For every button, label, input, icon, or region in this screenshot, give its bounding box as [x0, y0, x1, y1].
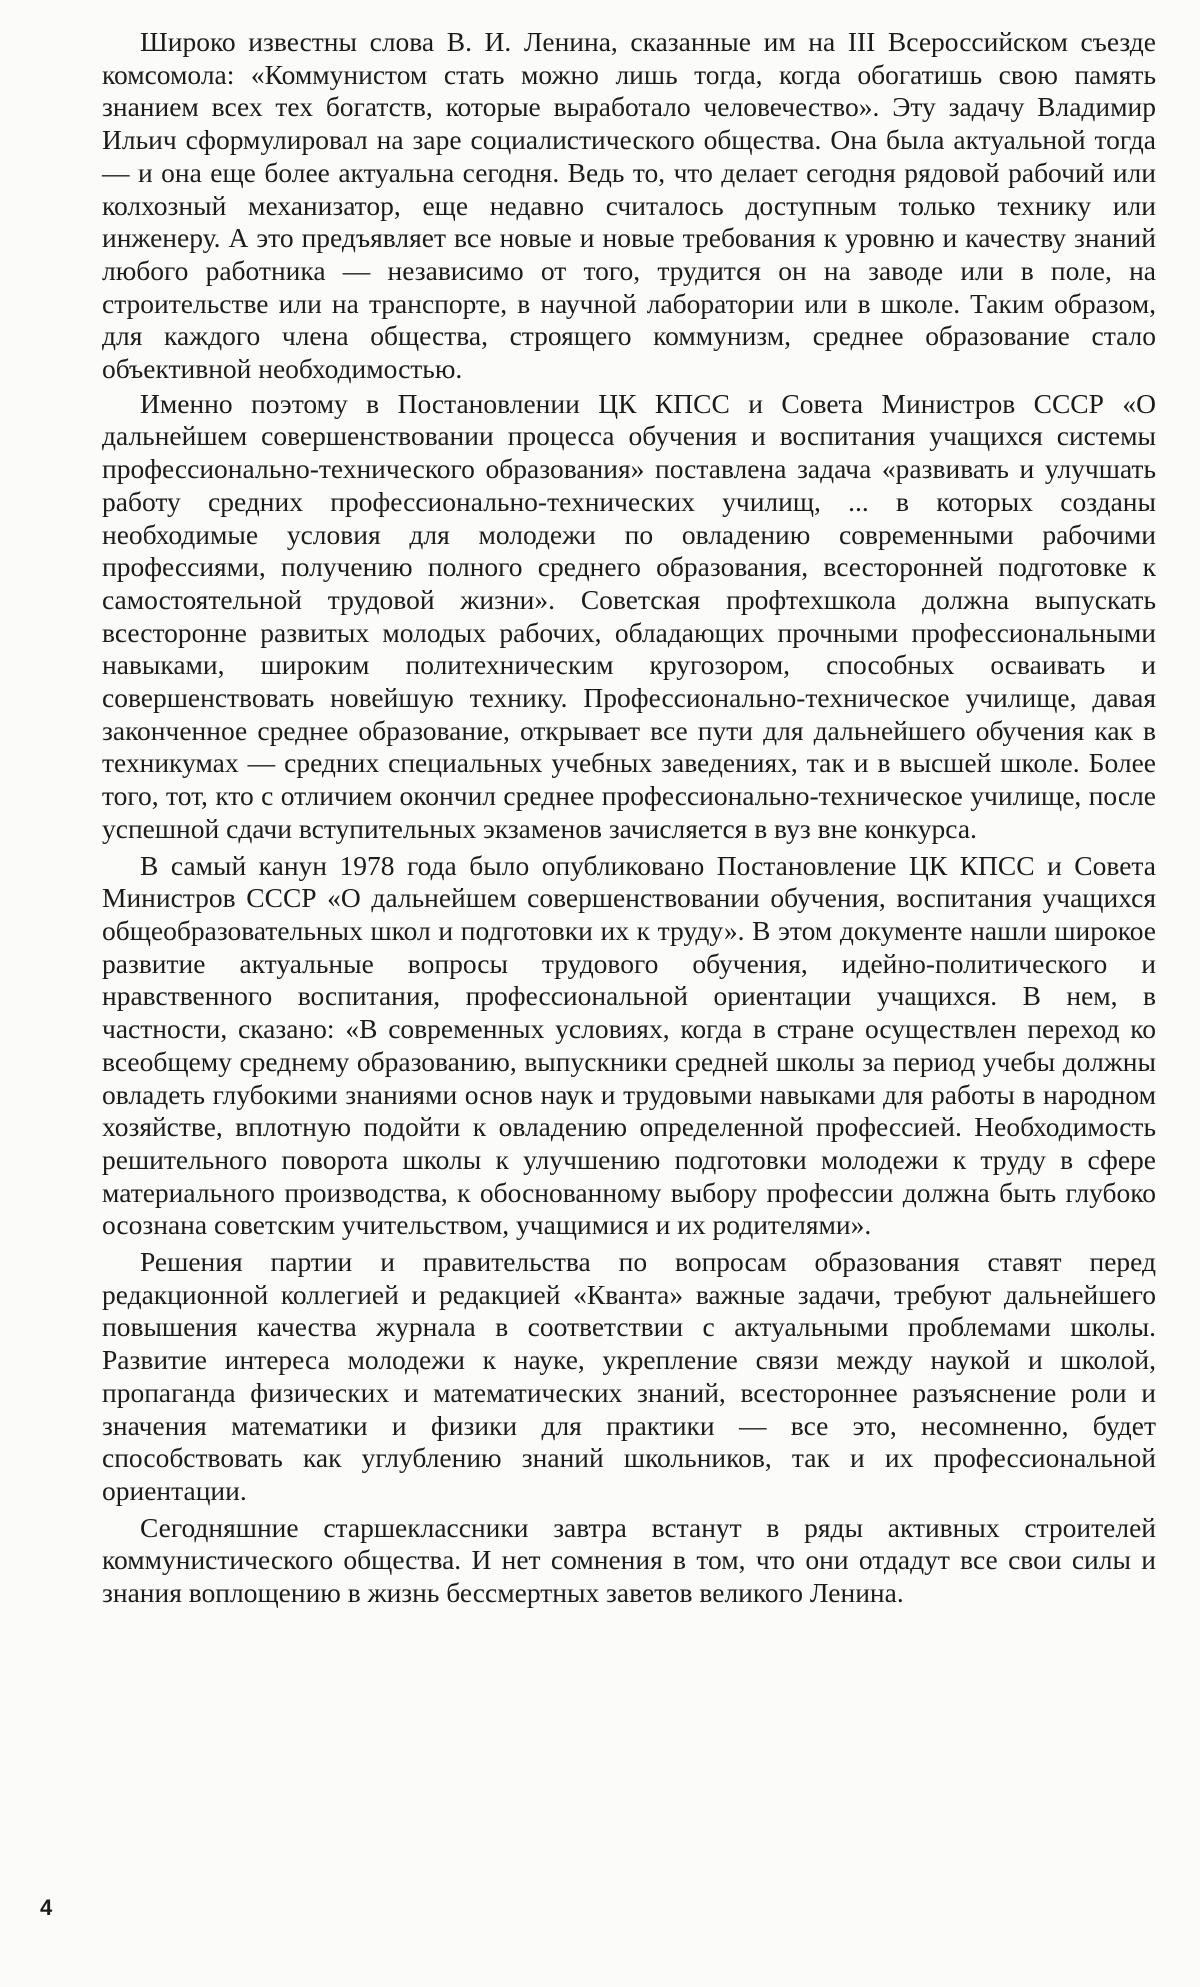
paragraph-2: Именно поэтому в Постановлении ЦК КПСС и Совета Министров СССР «О дальнейшем совершенствовании процесса обучения и воспитания учащихся системы профессионально-технического образования» поставлена задача «развивать и улучшать работу средних профессионально-технических училищ, ... в которых созданы необходимые условия для молодежи по овладению современными рабочими профессиями, получению полного среднего образования, всесторонней подготовке к самостоятельной трудовой жизни». Советская профтехшкола должна выпускать всесторонне развитых молодых рабочих, обладающих прочными профессиональными навыками, широким политехническим кругозором, способных осваивать и совершенствовать новейшую технику. Профессионально-техническое училище, давая законченное среднее образование, открывает все пути для дальнейшего обучения как в техникумах — средних специальных учебных заведениях, так и в высшей школе. Более того, тот, кто с отличием окончил среднее профессионально-техническое училище, после успешной сдачи вступительных экзаменов зачисляется в вуз вне конкурса.: [102, 387, 1156, 844]
paragraph-3: В самый канун 1978 года было опубликовано Постановление ЦК КПСС и Совета Министров СССР «О дальнейшем совершенствовании обучения, воспитания учащихся общеобразовательных школ и подготовки их к труду». В этом документе нашли широкое развитие актуальные вопросы трудового обучения, идейно-политического и нравственного воспитания, профессиональной ориентации учащихся. В нем, в частности, сказано: «В современных условиях, когда в стране осуществлен переход ко всеобщему среднему образованию, выпускники средней школы за период учебы должны овладеть глубокими знаниями основ наук и трудовыми навыками для работы в народном хозяйстве, вплотную подойти к овладению определенной профессией. Необходимость решительного поворота школы к улучшению подготовки молодежи к труду в сфере материального производства, к обоснованному выбору профессии должна быть глубоко осознана советским учительством, учащимися и их родителями».: [102, 849, 1156, 1241]
body-text: [102, 26, 1156, 1614]
paragraph-5: Сегодняшние старшеклассники завтра встанут в ряды активных строителей коммунистического общества. И нет сомнения в том, что они отдадут все свои силы и знания воплощению в жизнь бессмертных заветов великого Ленина.: [102, 1511, 1156, 1609]
paragraph-4: Решения партии и правительства по вопросам образования ставят перед редакционной коллегией и редакцией «Кванта» важные задачи, требуют дальнейшего повышения качества журнала в соответствии с актуальными проблемами школы. Развитие интереса молодежи к науке, укрепление связи между наукой и школой, пропаганда физических и математических знаний, всестороннее разъяснение роли и значения математики и физики для практики — все это, несомненно, будет способствовать как углублению знаний школьников, так и их профессиональной ориентации.: [102, 1246, 1156, 1506]
paragraph-1: Широко известны слова В. И. Ленина, сказанные им на III Всероссийском съезде комсомола: «Коммунистом стать можно лишь тогда, когда обогатишь свою память знанием всех тех богатств, которые выработало человечество». Эту задачу Владимир Ильич сформулировал на заре социалистического общества. Она была актуальной тогда — и она еще более актуальна сегодня. Ведь то, что делает сегодня рядовой рабочий или колхозный механизатор, еще недавно считалось доступным только технику или инженеру. А это предъявляет все новые и новые требования к уровню и качеству знаний любого работника — независимо от того, трудится он на заводе или в поле, на строительстве или на транспорте, в научной лаборатории или в школе. Таким образом, для каждого члена общества, строящего коммунизм, среднее образование стало объективной необходимостью.: [102, 26, 1156, 385]
page-number: 4: [40, 1895, 53, 1920]
